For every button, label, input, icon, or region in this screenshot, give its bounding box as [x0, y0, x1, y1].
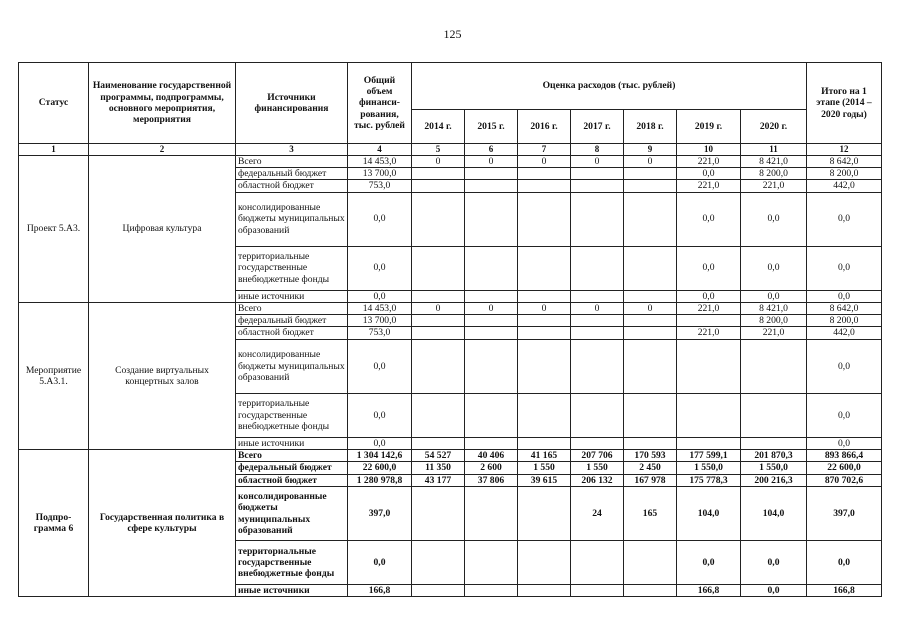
year-amount-cell	[571, 246, 624, 290]
year-amount-cell	[412, 541, 465, 585]
year-amount-cell	[465, 290, 518, 302]
year-amount-cell	[412, 180, 465, 192]
column-number-row	[19, 144, 882, 156]
year-amount-cell	[465, 339, 518, 393]
table-row	[19, 302, 882, 314]
funding-source: территориальные государственные внебюджетные фонды	[236, 541, 348, 585]
year-header: 2019 г.	[677, 110, 741, 144]
year-amount-cell	[412, 192, 465, 246]
year-amount-cell: 11 350	[412, 462, 465, 474]
total-amount-cell: 0,0	[348, 541, 412, 585]
column-number: 1	[19, 144, 89, 156]
year-amount-cell	[412, 246, 465, 290]
column-number: 12	[807, 144, 882, 156]
funding-source: территориальные государственные внебюджетные фонды	[236, 246, 348, 290]
total-amount-cell: 753,0	[348, 327, 412, 339]
year-amount-cell: 0,0	[741, 585, 807, 597]
table-row	[19, 155, 882, 167]
year-header: 2018 г.	[624, 110, 677, 144]
year-amount-cell: 0	[624, 302, 677, 314]
column-number: 7	[518, 144, 571, 156]
stage-total-cell: 0,0	[807, 393, 882, 437]
funding-source: консолидированные бюджеты муниципальных образований	[236, 192, 348, 246]
year-amount-cell	[624, 180, 677, 192]
year-amount-cell	[465, 541, 518, 585]
year-amount-cell	[465, 180, 518, 192]
year-amount-cell: 200 216,3	[741, 474, 807, 486]
section-status: Проект 5.А3.	[19, 155, 89, 302]
section-name: Создание виртуальных концертных залов	[89, 302, 236, 449]
year-amount-cell	[412, 327, 465, 339]
year-amount-cell: 167 978	[624, 474, 677, 486]
year-amount-cell	[571, 339, 624, 393]
section-name: Государственная политика в сфере культуры	[89, 450, 236, 597]
column-number: 3	[236, 144, 348, 156]
year-amount-cell	[518, 541, 571, 585]
funding-source: федеральный бюджет	[236, 462, 348, 474]
header-row-1	[19, 63, 882, 110]
total-amount-cell: 13 700,0	[348, 315, 412, 327]
section-status: Мероприятие 5.А3.1.	[19, 302, 89, 449]
year-amount-cell	[412, 290, 465, 302]
stage-total-cell: 166,8	[807, 585, 882, 597]
year-amount-cell	[518, 437, 571, 449]
year-amount-cell	[518, 393, 571, 437]
funding-source: Всего	[236, 302, 348, 314]
year-amount-cell	[465, 246, 518, 290]
year-header: 2016 г.	[518, 110, 571, 144]
col-sources-header: Источники финансирования	[236, 63, 348, 144]
year-amount-cell: 0	[465, 155, 518, 167]
year-amount-cell	[677, 339, 741, 393]
total-amount-cell: 1 280 978,8	[348, 474, 412, 486]
estimate-header: Оценка расходов (тыс. рублей)	[412, 63, 807, 110]
column-number: 6	[465, 144, 518, 156]
funding-source: Всего	[236, 450, 348, 462]
year-amount-cell	[412, 339, 465, 393]
year-amount-cell: 8 421,0	[741, 302, 807, 314]
funding-source: территориальные государственные внебюджетные фонды	[236, 393, 348, 437]
total-amount-cell: 0,0	[348, 246, 412, 290]
year-amount-cell: 37 806	[465, 474, 518, 486]
total-amount-cell: 397,0	[348, 487, 412, 541]
year-header: 2020 г.	[741, 110, 807, 144]
total-amount-cell: 166,8	[348, 585, 412, 597]
year-amount-cell	[571, 290, 624, 302]
year-amount-cell: 39 615	[518, 474, 571, 486]
year-header: 2014 г.	[412, 110, 465, 144]
year-amount-cell: 170 593	[624, 450, 677, 462]
stage-total-cell: 893 866,4	[807, 450, 882, 462]
year-amount-cell: 0,0	[741, 290, 807, 302]
year-amount-cell: 104,0	[741, 487, 807, 541]
year-amount-cell: 177 599,1	[677, 450, 741, 462]
column-number: 2	[89, 144, 236, 156]
stage-total-cell: 0,0	[807, 290, 882, 302]
year-amount-cell: 104,0	[677, 487, 741, 541]
year-amount-cell	[465, 315, 518, 327]
year-amount-cell	[571, 192, 624, 246]
year-amount-cell	[741, 437, 807, 449]
stage-total-cell: 0,0	[807, 246, 882, 290]
year-amount-cell	[571, 585, 624, 597]
year-amount-cell	[465, 585, 518, 597]
funding-source: консолидированные бюджеты муниципальных образований	[236, 487, 348, 541]
stage-total-cell: 22 600,0	[807, 462, 882, 474]
year-amount-cell	[624, 167, 677, 179]
stage-total-cell: 442,0	[807, 180, 882, 192]
year-amount-cell	[571, 315, 624, 327]
stage-total-cell: 8 642,0	[807, 302, 882, 314]
total-amount-cell: 753,0	[348, 180, 412, 192]
column-number: 9	[624, 144, 677, 156]
year-amount-cell	[412, 393, 465, 437]
year-amount-cell: 221,0	[677, 302, 741, 314]
year-amount-cell: 43 177	[412, 474, 465, 486]
total-amount-cell: 14 453,0	[348, 302, 412, 314]
total-amount-cell: 0,0	[348, 290, 412, 302]
year-amount-cell: 0	[571, 155, 624, 167]
year-amount-cell: 0,0	[677, 192, 741, 246]
year-amount-cell: 0,0	[677, 246, 741, 290]
year-amount-cell	[571, 541, 624, 585]
stage-total-cell: 870 702,6	[807, 474, 882, 486]
year-amount-cell	[412, 167, 465, 179]
year-amount-cell: 1 550	[571, 462, 624, 474]
year-amount-cell: 8 200,0	[741, 315, 807, 327]
year-amount-cell: 0,0	[741, 192, 807, 246]
year-amount-cell	[624, 315, 677, 327]
stage-total-cell: 0,0	[807, 339, 882, 393]
section-status: Подпро-грамма 6	[19, 450, 89, 597]
year-amount-cell: 0	[518, 155, 571, 167]
year-amount-cell	[624, 246, 677, 290]
column-number: 8	[571, 144, 624, 156]
year-amount-cell	[624, 327, 677, 339]
year-amount-cell	[624, 290, 677, 302]
column-number: 4	[348, 144, 412, 156]
funding-source: федеральный бюджет	[236, 167, 348, 179]
total-amount-cell: 0,0	[348, 437, 412, 449]
year-amount-cell	[677, 393, 741, 437]
year-amount-cell	[741, 339, 807, 393]
year-amount-cell	[571, 167, 624, 179]
year-amount-cell	[412, 585, 465, 597]
total-amount-cell: 14 453,0	[348, 155, 412, 167]
stage-total-cell: 0,0	[807, 437, 882, 449]
year-amount-cell	[465, 192, 518, 246]
year-amount-cell	[518, 327, 571, 339]
year-amount-cell: 165	[624, 487, 677, 541]
year-amount-cell: 175 778,3	[677, 474, 741, 486]
col-total-header: Общий объем финанси-рования, тыс. рублей	[348, 63, 412, 144]
page-number: 125	[443, 27, 462, 41]
funding-source: Всего	[236, 155, 348, 167]
year-amount-cell: 0	[571, 302, 624, 314]
year-amount-cell	[677, 315, 741, 327]
year-amount-cell: 1 550,0	[677, 462, 741, 474]
funding-source: иные источники	[236, 585, 348, 597]
year-amount-cell	[571, 327, 624, 339]
year-amount-cell: 0,0	[741, 246, 807, 290]
year-amount-cell	[571, 393, 624, 437]
table-row	[19, 450, 882, 462]
year-amount-cell	[412, 437, 465, 449]
year-amount-cell: 41 165	[518, 450, 571, 462]
year-amount-cell: 2 450	[624, 462, 677, 474]
stage-total-cell: 442,0	[807, 327, 882, 339]
year-amount-cell	[518, 246, 571, 290]
year-amount-cell	[624, 339, 677, 393]
year-amount-cell	[465, 393, 518, 437]
year-amount-cell: 0	[412, 155, 465, 167]
funding-source: федеральный бюджет	[236, 315, 348, 327]
column-number: 10	[677, 144, 741, 156]
stage-total-cell: 8 200,0	[807, 315, 882, 327]
year-amount-cell	[518, 167, 571, 179]
year-amount-cell	[571, 180, 624, 192]
year-amount-cell: 0,0	[677, 541, 741, 585]
year-header: 2015 г.	[465, 110, 518, 144]
total-amount-cell: 13 700,0	[348, 167, 412, 179]
year-amount-cell	[518, 339, 571, 393]
year-amount-cell: 221,0	[741, 327, 807, 339]
year-amount-cell: 221,0	[677, 180, 741, 192]
col-stage-total-header: Итого на 1 этапе (2014 – 2020 годы)	[807, 63, 882, 144]
year-amount-cell	[518, 315, 571, 327]
year-amount-cell: 221,0	[677, 327, 741, 339]
year-amount-cell	[677, 437, 741, 449]
year-amount-cell: 0,0	[677, 290, 741, 302]
year-amount-cell	[465, 327, 518, 339]
year-amount-cell	[741, 393, 807, 437]
funding-source: областной бюджет	[236, 327, 348, 339]
year-amount-cell: 0	[412, 302, 465, 314]
total-amount-cell: 0,0	[348, 192, 412, 246]
funding-source: областной бюджет	[236, 180, 348, 192]
total-amount-cell: 22 600,0	[348, 462, 412, 474]
total-amount-cell: 1 304 142,6	[348, 450, 412, 462]
year-amount-cell: 0	[465, 302, 518, 314]
year-header: 2017 г.	[571, 110, 624, 144]
year-amount-cell: 8 200,0	[741, 167, 807, 179]
year-amount-cell	[412, 487, 465, 541]
year-amount-cell: 0,0	[741, 541, 807, 585]
year-amount-cell: 166,8	[677, 585, 741, 597]
year-amount-cell	[518, 180, 571, 192]
year-amount-cell	[518, 290, 571, 302]
year-amount-cell: 54 527	[412, 450, 465, 462]
year-amount-cell	[518, 487, 571, 541]
year-amount-cell	[518, 585, 571, 597]
col-name-header: Наименование государственной программы, подпрограммы, основного мероприятия, мероприятия	[89, 63, 236, 144]
year-amount-cell	[624, 192, 677, 246]
year-amount-cell: 221,0	[741, 180, 807, 192]
total-amount-cell: 0,0	[348, 339, 412, 393]
table-body	[19, 155, 882, 597]
year-amount-cell	[624, 585, 677, 597]
stage-total-cell: 0,0	[807, 541, 882, 585]
year-amount-cell: 1 550,0	[741, 462, 807, 474]
year-amount-cell	[412, 315, 465, 327]
stage-total-cell: 8 642,0	[807, 155, 882, 167]
year-amount-cell: 207 706	[571, 450, 624, 462]
year-amount-cell: 206 132	[571, 474, 624, 486]
year-amount-cell	[518, 192, 571, 246]
year-amount-cell: 40 406	[465, 450, 518, 462]
year-amount-cell: 201 870,3	[741, 450, 807, 462]
stage-total-cell: 397,0	[807, 487, 882, 541]
column-number: 5	[412, 144, 465, 156]
column-number: 11	[741, 144, 807, 156]
year-amount-cell	[624, 437, 677, 449]
year-amount-cell: 0	[624, 155, 677, 167]
year-amount-cell	[624, 393, 677, 437]
stage-total-cell: 8 200,0	[807, 167, 882, 179]
year-amount-cell	[465, 437, 518, 449]
year-amount-cell: 221,0	[677, 155, 741, 167]
year-amount-cell: 2 600	[465, 462, 518, 474]
funding-source: иные источники	[236, 437, 348, 449]
year-amount-cell: 8 421,0	[741, 155, 807, 167]
year-amount-cell	[571, 437, 624, 449]
year-amount-cell	[465, 487, 518, 541]
year-amount-cell: 1 550	[518, 462, 571, 474]
col-status-header: Статус	[19, 63, 89, 144]
year-amount-cell: 0	[518, 302, 571, 314]
funding-source: областной бюджет	[236, 474, 348, 486]
financing-table	[18, 62, 882, 597]
year-amount-cell: 24	[571, 487, 624, 541]
total-amount-cell: 0,0	[348, 393, 412, 437]
section-name: Цифровая культура	[89, 155, 236, 302]
funding-source: консолидированные бюджеты муниципальных образований	[236, 339, 348, 393]
year-amount-cell	[465, 167, 518, 179]
funding-source: иные источники	[236, 290, 348, 302]
year-amount-cell: 0,0	[677, 167, 741, 179]
stage-total-cell: 0,0	[807, 192, 882, 246]
year-amount-cell	[624, 541, 677, 585]
